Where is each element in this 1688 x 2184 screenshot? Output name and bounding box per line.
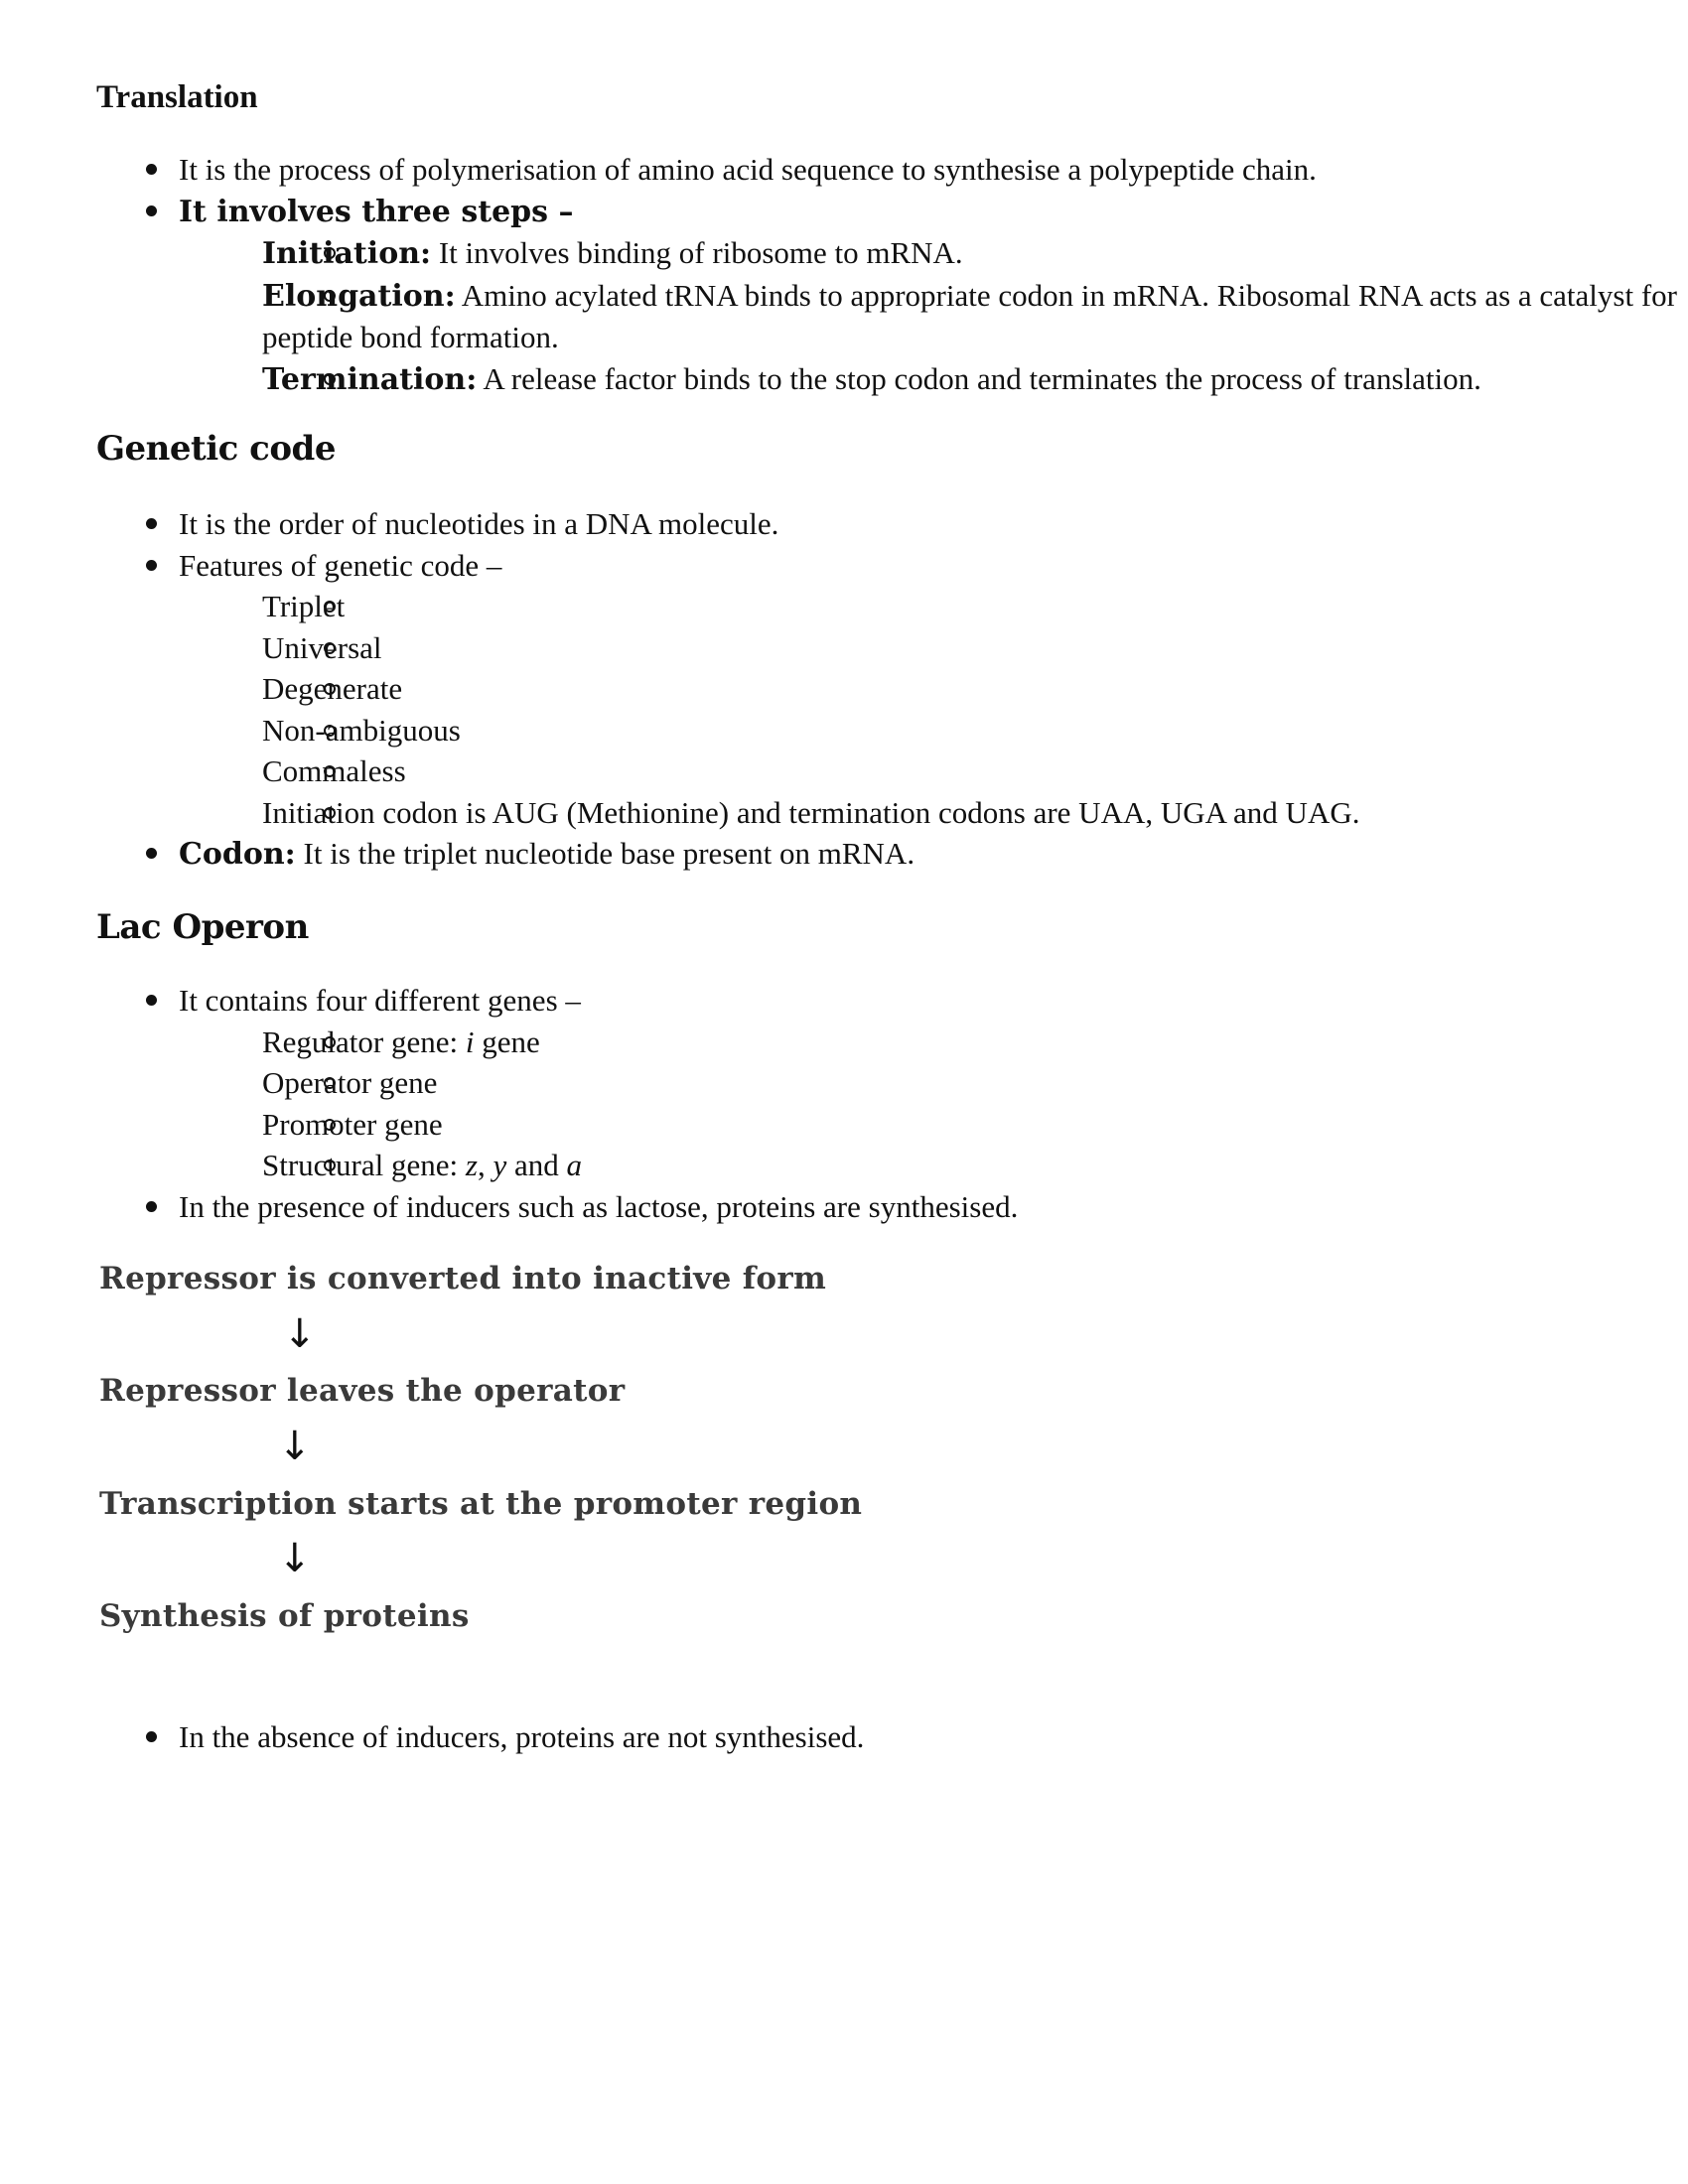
term-initiation: Initiation: xyxy=(262,236,432,271)
list-item: Commaless xyxy=(96,751,1359,792)
section-heading-genetic-code: Genetic code xyxy=(96,429,336,469)
list-item xyxy=(96,1145,1018,1186)
genetic-code-list xyxy=(96,503,1359,876)
list-item: In the presence of inducers such as lactose, proteins are synthesised. xyxy=(96,1186,1018,1228)
gene-label: Regulator gene: xyxy=(262,1024,466,1059)
gene-label: gene xyxy=(474,1024,540,1059)
term-termination: Termination: xyxy=(262,361,478,397)
flow-step: Synthesis of proteins xyxy=(99,1598,470,1634)
term-elongation: Elongation: xyxy=(262,278,456,314)
list-item xyxy=(96,275,1677,358)
list-item: Universal xyxy=(96,627,1359,669)
lac-operon-list-2 xyxy=(96,1716,864,1758)
flow-step: Transcription starts at the promoter region xyxy=(99,1486,863,1522)
list-item: It contains four different genes – xyxy=(96,980,1018,1022)
list-item: Non-ambiguous xyxy=(96,710,1359,751)
step-text: Amino acylated tRNA binds to appropriate codon in mRNA. Ribosomal RNA acts as a catalyst for peptide bond formation. xyxy=(262,277,1677,354)
list-item: It is the process of polymerisation of amino acid sequence to synthesise a polypeptide chain. xyxy=(96,149,1677,191)
gene-label: Structural gene: xyxy=(262,1148,466,1182)
gene-italic: i xyxy=(465,1024,475,1059)
step-text: It involves binding of ribosome to mRNA. xyxy=(431,235,963,270)
list-item: Promoter gene xyxy=(96,1104,1018,1146)
list-item xyxy=(96,833,1359,876)
list-item xyxy=(96,191,1677,233)
section-heading-lac-operon: Lac Operon xyxy=(96,907,309,947)
term-codon: Codon: xyxy=(179,837,296,872)
translation-list xyxy=(96,149,1677,400)
flow-step: Repressor leaves the operator xyxy=(99,1373,626,1409)
gene-label: , xyxy=(477,1148,493,1182)
list-item: Operator gene xyxy=(96,1062,1018,1104)
list-item xyxy=(96,358,1677,401)
list-item: Degenerate xyxy=(96,668,1359,710)
list-item: Features of genetic code – xyxy=(96,545,1359,587)
step-text: A release factor binds to the stop codon and terminates the process of translation. xyxy=(477,360,1481,396)
codon-text: It is the triplet nucleotide base present on mRNA. xyxy=(295,836,915,871)
gene-italic: a xyxy=(566,1148,582,1182)
flow-step: Repressor is converted into inactive form xyxy=(99,1261,827,1297)
list-item: It is the order of nucleotides in a DNA molecule. xyxy=(96,503,1359,545)
gene-label: and xyxy=(506,1148,567,1182)
down-arrow-icon: ↓ xyxy=(278,1536,312,1581)
gene-italic: z xyxy=(465,1148,478,1182)
lac-operon-list xyxy=(96,980,1018,1227)
bold-text: It involves three steps – xyxy=(179,194,574,229)
list-item: Initiation codon is AUG (Methionine) and termination codons are UAA, UGA and UAG. xyxy=(96,792,1359,834)
list-item: Triplet xyxy=(96,586,1359,627)
down-arrow-icon: ↓ xyxy=(283,1311,317,1357)
gene-italic: y xyxy=(492,1148,507,1182)
down-arrow-icon: ↓ xyxy=(278,1424,312,1469)
section-heading-translation: Translation xyxy=(96,79,258,115)
list-item xyxy=(96,232,1677,275)
list-item xyxy=(96,1022,1018,1063)
list-item: In the absence of inducers, proteins are not synthesised. xyxy=(96,1716,864,1758)
